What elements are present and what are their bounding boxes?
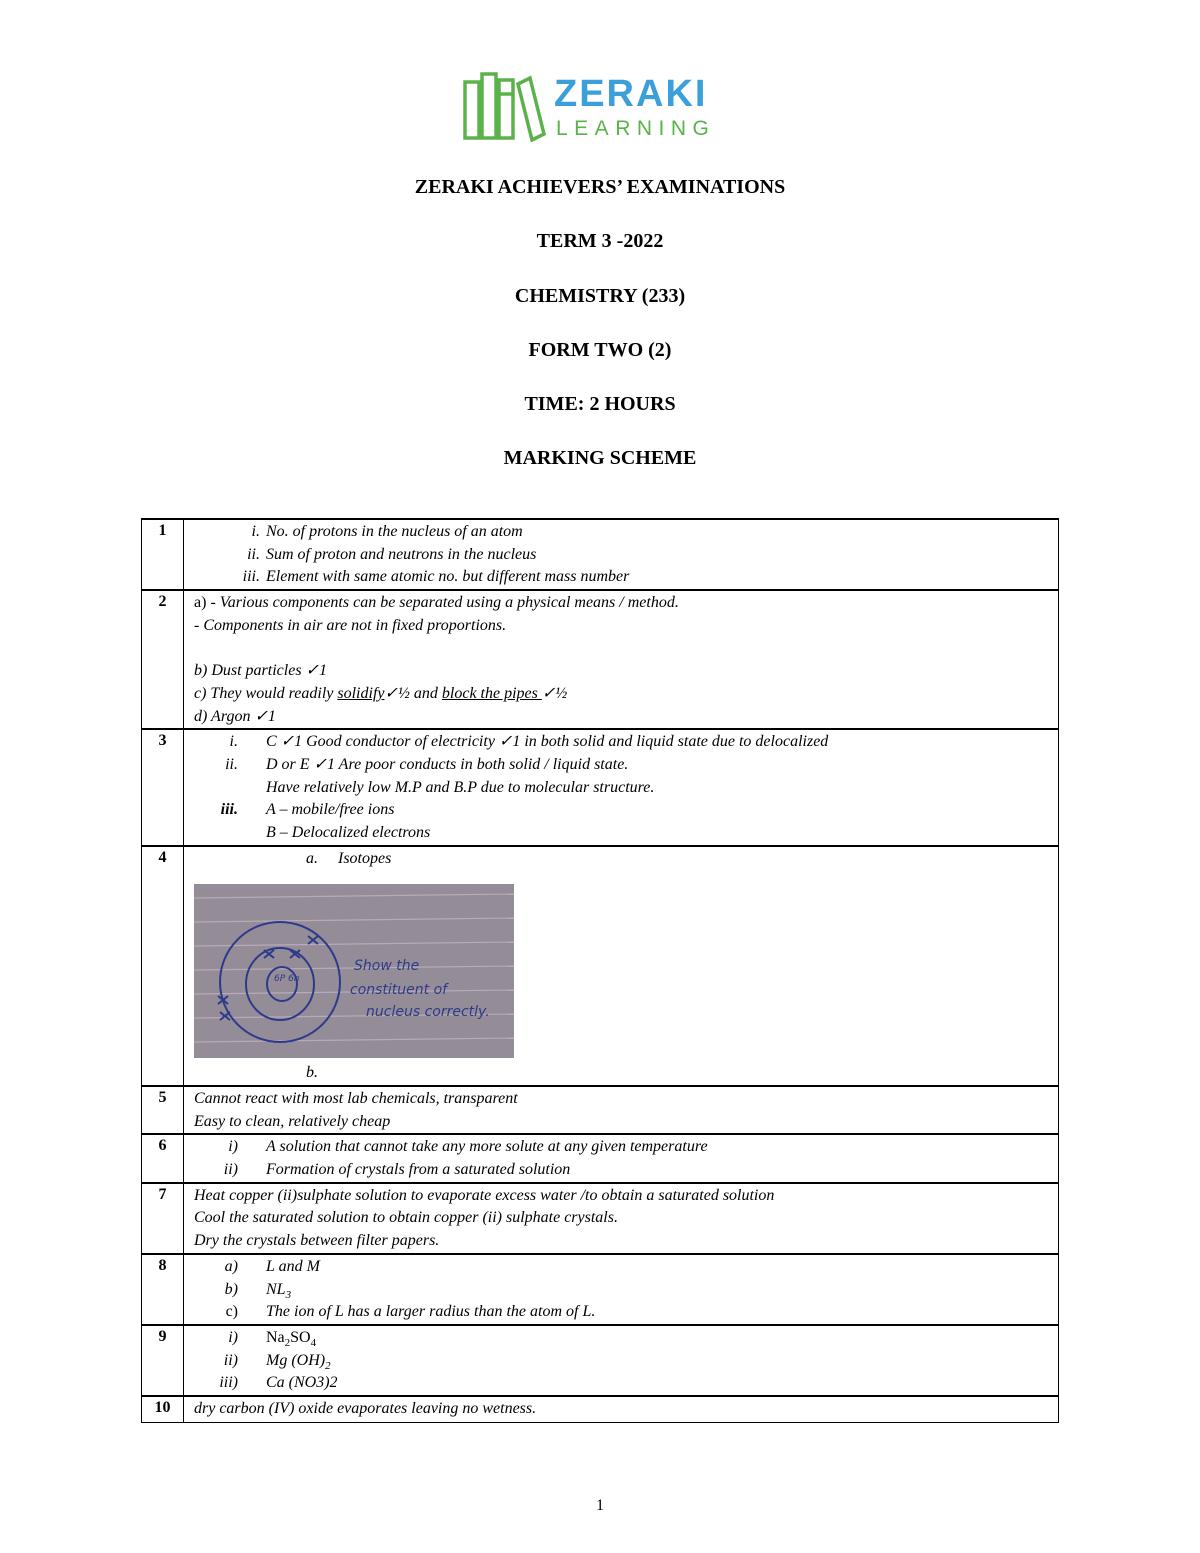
question-number: 8: [142, 1254, 184, 1325]
table-row: [142, 519, 1059, 590]
answer-cell: [184, 590, 1059, 729]
list-item: c) The ion of L has a larger radius than the atom of L.: [225, 1303, 596, 1321]
books-icon: [462, 70, 546, 142]
question-number: 2: [142, 590, 184, 729]
table-row: [142, 1183, 1059, 1254]
answer-cell: [184, 1396, 1059, 1423]
list-item: Dry the crystals between filter papers.: [194, 1232, 440, 1250]
svg-text:6P 6n: 6P 6n: [274, 974, 300, 985]
subject-title: CHEMISTRY (233): [514, 285, 686, 307]
list-item: c) They would readily solidify✓½ and block the pipes ✓½: [194, 684, 568, 702]
question-number: 7: [142, 1183, 184, 1254]
table-row: [142, 590, 1059, 729]
list-item: ii. D or E ✓1 Are poor conducts in both solid / liquid state.: [225, 755, 629, 773]
list-item: b.: [306, 1064, 318, 1082]
table-row: [142, 1134, 1059, 1182]
zeraki-logo: [462, 70, 742, 142]
question-number: 6: [142, 1134, 184, 1182]
list-item: iii. A – mobile/free ions: [220, 801, 395, 819]
answer-cell: [184, 846, 1059, 1086]
form-title: FORM TWO (2): [528, 339, 672, 361]
answer-cell: [184, 1086, 1059, 1134]
list-item: ii) Formation of crystals from a saturated solution: [223, 1161, 571, 1179]
atom-sketch-image: [194, 884, 514, 1058]
list-item: i) $Na_2SO_4$: [228, 1328, 317, 1350]
list-item: a) - Various components can be separated using a physical means / method.: [194, 594, 679, 612]
list-item: ii. Sum of proton and neutrons in the nucleus: [247, 545, 537, 563]
question-number: 1: [142, 519, 184, 590]
list-item: d) Argon ✓1: [194, 707, 276, 725]
list-item: iii) Ca (NO3)2: [219, 1374, 338, 1392]
svg-text:Show the: Show the: [354, 958, 420, 975]
document-title: MARKING SCHEME: [503, 447, 697, 469]
list-item: a. Isotopes: [306, 849, 392, 867]
svg-text:nucleus correctly.: nucleus correctly.: [366, 1004, 490, 1021]
list-item: B – Delocalized electrons: [266, 823, 431, 841]
table-row: [142, 729, 1059, 845]
marking-scheme-table: [141, 518, 1059, 1423]
answer-cell: [184, 1134, 1059, 1182]
list-item: i) A solution that cannot take any more solute at any given temperature: [228, 1138, 708, 1156]
term-title: TERM 3 -2022: [536, 230, 664, 252]
table-row: [142, 1086, 1059, 1134]
table-row: [142, 1396, 1059, 1423]
answer-cell: [184, 519, 1059, 590]
svg-text:constituent of: constituent of: [350, 982, 448, 999]
answer-cell: [184, 1325, 1059, 1396]
list-item: Heat copper (ii)sulphate solution to evaporate excess water /to obtain a saturated solution: [194, 1186, 775, 1204]
list-item: Easy to clean, relatively cheap: [194, 1112, 391, 1130]
logo-subtitle: LEARNING: [556, 117, 716, 140]
list-item: - Components in air are not in fixed proportions.: [194, 616, 507, 634]
table-row: [142, 1254, 1059, 1325]
list-item: Cool the saturated solution to obtain copper (ii) sulphate crystals.: [194, 1209, 618, 1227]
question-number: 9: [142, 1325, 184, 1396]
list-item: iii. Element with same atomic no. but different mass number: [242, 568, 630, 586]
list-item: Cannot react with most lab chemicals, transparent: [194, 1090, 518, 1107]
list-item: i. C ✓1 Good conductor of electricity ✓1 in both solid and liquid state due to delocalized: [229, 733, 829, 751]
list-item: Have relatively low M.P and B.P due to molecular structure.: [266, 778, 655, 796]
question-number: 4: [142, 846, 184, 1086]
table-row: [142, 1325, 1059, 1396]
page-number: 1: [596, 1497, 604, 1514]
list-item: a) L and M: [224, 1257, 320, 1275]
answer-cell: [184, 1183, 1059, 1254]
list-item: i. No. of protons in the nucleus of an atom: [251, 523, 523, 540]
electron-diagram-photo: [194, 884, 514, 1058]
list-item: b) Dust particles ✓1: [194, 662, 327, 680]
answer-cell: [184, 1254, 1059, 1325]
question-number: 10: [142, 1396, 184, 1423]
time-title: TIME: 2 HOURS: [524, 393, 676, 415]
exam-title: ZERAKI ACHIEVERS’ EXAMINATIONS: [414, 176, 786, 198]
answer-cell: [184, 729, 1059, 845]
list-item: ii) Mg $(OH)_2$: [223, 1351, 331, 1372]
table-row: [142, 846, 1059, 1086]
question-number: 3: [142, 729, 184, 845]
logo-wordmark: ZERAKI: [554, 73, 708, 115]
list-item: dry carbon (IV) oxide evaporates leaving no wetness.: [194, 1399, 537, 1417]
list-item: b) $NL_3$: [224, 1280, 292, 1301]
question-number: 5: [142, 1086, 184, 1134]
